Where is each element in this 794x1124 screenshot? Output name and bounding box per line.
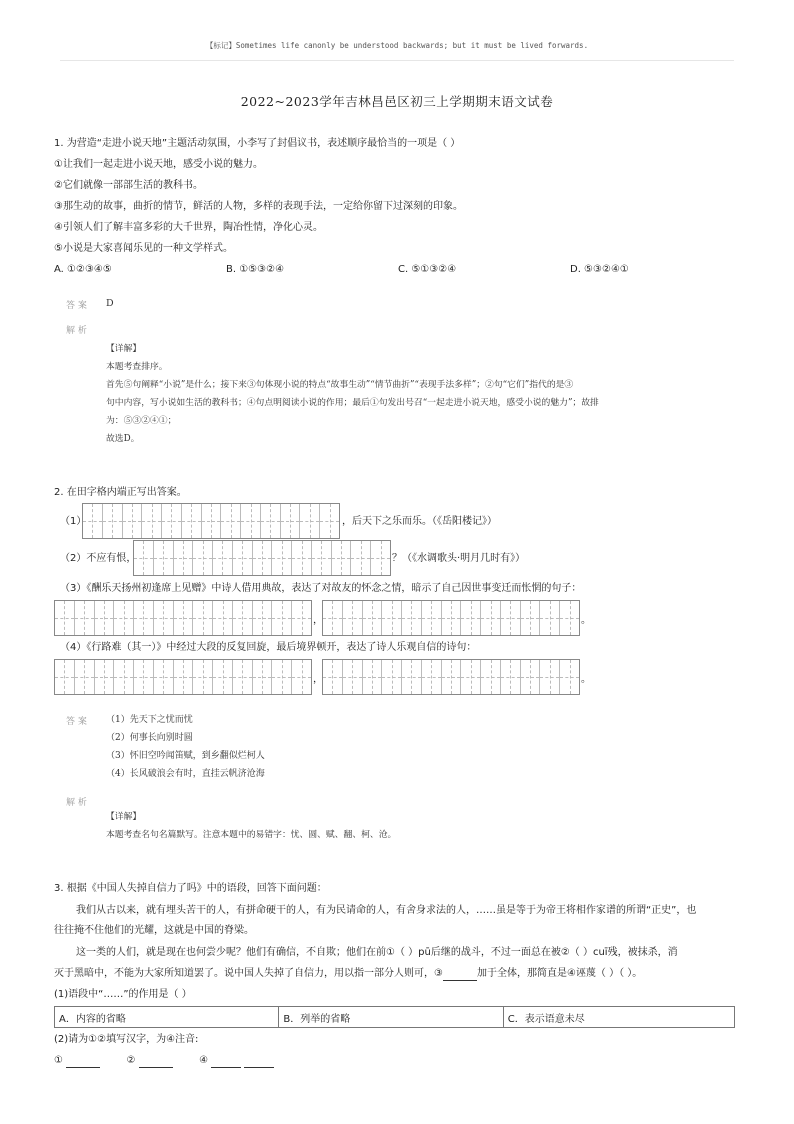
q3-sub2-blank-4b[interactable] xyxy=(244,1057,274,1068)
q1-stem: 1. 为营造“走进小说天地”主题活动氛围，小李写了封倡议书，表述顺序最恰当的一项是（ ） xyxy=(54,138,461,149)
q2-answers: （1）先天下之忧而忧 （2）何事长向别时圆 （3）怀旧空吟闻笛赋，到乡翻似烂柯人 （4）长风破浪会有时，直挂云帆济沧海 xyxy=(106,715,265,779)
q1-line-3: ③那生动的故事，曲折的情节，鲜活的人物，多样的表现手法，一定给你留下过深刻的印象。 xyxy=(54,201,463,212)
q2-3-text: （3）《酬乐天扬州初逢席上见赠》中诗人借用典故，表达了对故友的怀念之情，暗示了自己因世事变迁而怅惘的句子： xyxy=(60,583,582,594)
q2-3-period: 。 xyxy=(581,615,591,626)
q2-3-grid-a[interactable] xyxy=(54,600,312,636)
q3-sub2-blanks: ① ② ④ xyxy=(54,1054,274,1068)
q2-answer-label: 答 案 xyxy=(66,717,87,727)
q2-3-comma: ， xyxy=(313,615,323,626)
q2-2-grid[interactable] xyxy=(133,540,391,576)
q1-option-b[interactable]: B. ①⑤③②④ xyxy=(226,264,285,275)
q1-line-2: ②它们就像一部部生活的教科书。 xyxy=(54,180,203,191)
q2-2-prefix: （2）不应有恨， xyxy=(60,553,137,564)
q3-sub1-option-c[interactable]: C．表示语意未尽 xyxy=(503,1007,734,1028)
q3-stem: 3. 根据《中国人失掉自信力了吗》中的语段，回答下面问题： xyxy=(54,883,327,894)
q3-para1-line1: 我们从古以来，就有埋头苦干的人，有拼命硬干的人，有为民请命的人，有舍身求法的人，……虽是等于为帝王将相作家谱的所谓“正史”，也 xyxy=(76,905,697,916)
q2-1-grid[interactable] xyxy=(82,503,340,539)
q2-4-text: （4）《行路难（其一）》中经过大段的反复回旋，最后境界顿开，表达了诗人乐观自信的诗句： xyxy=(60,642,477,653)
q1-answer-label: 答 案 xyxy=(66,301,87,311)
q1-line-4: ④引领人们了解丰富多彩的大千世界，陶冶性情，净化心灵。 xyxy=(54,222,323,233)
q3-sub2-blank-4a[interactable] xyxy=(211,1057,241,1068)
q3-sub1-options xyxy=(54,1006,735,1028)
q1-analysis-label: 解 析 xyxy=(66,326,87,336)
page-title: 2022~2023学年吉林昌邑区初三上学期期末语文试卷 xyxy=(240,94,554,109)
q3-sub1-option-a[interactable]: A．内容的省略 xyxy=(55,1007,279,1028)
q2-1-suffix: ，后天下之乐而乐。（《岳阳楼记》） xyxy=(342,516,497,527)
q2-4-grid-a[interactable] xyxy=(54,659,312,695)
q2-analysis: 【详解】 本题考查名句名篇默写。注意本题中的易错字：忧、圆、赋、翻、柯、沧。 xyxy=(106,812,397,840)
q3-para1-line2: 往往掩不住他们的光耀，这就是中国的脊梁。 xyxy=(54,925,254,936)
q2-analysis-label: 解 析 xyxy=(66,798,87,808)
q3-sub2: (2)请为①②填写汉字，为④注音: xyxy=(54,1034,199,1045)
q1-answer: D xyxy=(106,298,114,309)
q3-sub2-blank-1[interactable] xyxy=(66,1057,100,1068)
q2-1-prefix: （1） xyxy=(60,516,87,527)
header-divider xyxy=(60,60,734,61)
q3-blank-3[interactable] xyxy=(443,970,477,981)
q3-para2-line1: 这一类的人们，就是现在也何尝少呢？他们有确信，不自欺；他们在前①（ ）pū后继的战斗，不过一面总在被②（ ）cuī残，被抹杀，消 xyxy=(76,947,678,958)
q2-4-comma: ， xyxy=(313,674,323,685)
q2-3-grid-b[interactable] xyxy=(322,600,580,636)
q1-option-c[interactable]: C. ⑤①③②④ xyxy=(398,264,457,275)
q2-4-period: 。 xyxy=(581,674,591,685)
q3-sub1: (1)语段中“……”的作用是（ ） xyxy=(54,989,192,1000)
q1-option-d[interactable]: D. ⑤③②④① xyxy=(570,264,629,275)
q3-sub2-blank-2[interactable] xyxy=(139,1057,173,1068)
q3-sub1-option-b[interactable]: B．列举的省略 xyxy=(279,1007,503,1028)
q2-4-grid-b[interactable] xyxy=(322,659,580,695)
q2-stem: 2. 在田字格内端正写出答案。 xyxy=(54,487,187,498)
q1-analysis: 【详解】 本题考查排序。 首先⑤句阐释“小说”是什么；接下来③句体现小说的特点“故事生动”“情节曲折”“表现手法多样”；②句“它们”指代的是③ 句中内容，写小说如生活的教科书；④句点明阅读小说的作用；最后①句发出号召“一起走进小说天地，感受小说的魅力”；故排 为：⑤③②④①； 故选D。 xyxy=(106,344,599,444)
q1-line-1: ①让我们一起走进小说天地，感受小说的魅力。 xyxy=(54,159,263,170)
q2-2-suffix: ？（《水调歌头·明月几时有》） xyxy=(392,553,526,564)
q3-para2-line2: 灭于黑暗中，不能为大家所知道罢了。说中国人失掉了自信力，用以指一部分人则可，③ 加于全体，那简直是④诬蔑（ ）（ ）。 xyxy=(54,968,643,979)
q1-option-a[interactable]: A. ①②③④⑤ xyxy=(54,264,112,275)
q1-line-5: ⑤小说是大家喜闻乐见的一种文学样式。 xyxy=(54,243,233,254)
header-motto: 【标记】Sometimes life canonly be understood backwards; but it must be lived forwards. xyxy=(205,41,589,50)
